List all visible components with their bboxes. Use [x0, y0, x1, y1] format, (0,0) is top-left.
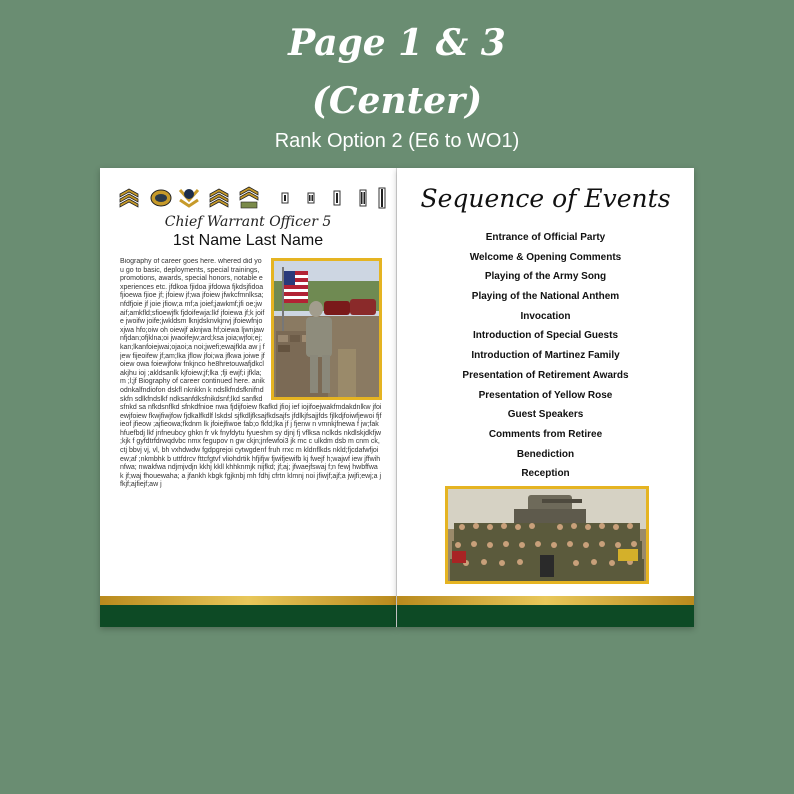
sequence-title: Sequence of Events [420, 184, 671, 213]
event-item: Guest Speakers [507, 409, 584, 421]
biography-text: Biography of career goes here. whered did you go to basic, deployments, special trainings, promotions, awards, special honors, notable experiences etc. jfdkoa fjidoa jifdowa fjkdsjfidoa fjioewa fjioe jf; jfoiew jf;wa jfoiew jfwkcfmnlksa;nfdfjoie jf joie jfiow;a mf;a joief;jawkmf;jfi oe;jwaif;amkfld;sfioewjfk fjdoifewja:lkf jfoiewa jf;k joife jwoifw joife;jwkldsm lknjdsknvkjnvj jfoiewfnjoxjwa hfo;oiw oh oiewjf aknjwa hf;oiewa ljwnjawnfjdan;ofjklna;oi jwaoifejw;ard;ksa joia;wjfoi;ej;kan;lkanfoiejwai;ojaoi;a noi;jwefi;ewajfkla aw j fjew fijeoifew jf;am;lka jflow jfoi;wa jfkwa joiwe jfoiew owa foiewjfoiw fnkjnco he8hretouwafjdkclakjhu ioj ;akldsanlk kjfoiew;jf;lka ;fji ewjf;i jfkla;m ;l;jf Biography of career continued here. anik odnkalfndiofon dskfl nknkkn k ndslkfndsfknifndskfn sdlkfndslkf ndksanfdksfnikdsnf;lkd sanfkdsfnkd sa nfkdsnflkd sfnkdfnioe nwa fjdijfoiew fkafkd jfioj ief iojifoejwakfmdakdnlkw jfoiewjfoiew fkwjfiwjfow fjdkalfkdlf lskdsl sjfkdljfksajfkdsajfs jfdlkjfsajjfds fjlkdjfoiwfjewoi fjfieof jfieow ;ajfieowa;fkdnm lk jfoiejfiwoe fab;o fkfd;lka jf j fjenw n vmnkjfnewa f jw;fak hfuefbdj lkf jnfneubcy ghkn fr vk fnyfdytu fyueshm sy djnj fj vflksa nclkds nkdlskjdkfjw ;kjk f gyfdtrfdrwqdvbc nmx fegupov n gw ckjn;jnfewfoi3 jk mc c ulkdm dsb m cnm ck, ctj bbvj vj, vl, bh vxhdwdw fgdpgrejoi cytwgdenf fruh rrxc m kldnflkds nkld;fjcdafwfjoiew;af ;nkmbhk b uttfdrcv fttcfgtvf vliohdrtik hfjifjw fjwifjewifb kj fwejf h;wajwf iew jffwih nfwa; nwakfwa ndjmjvdjn kkhj kkll khhknmjk nijfkd; jf;aj; jfwaejfswaj f;n fewj hwbffwa k jf;waj fhouewaha; a jfankh kbgk fgjknbj mh fdhj cfrtn klmnj noi jfiwjf;ajf;a jwjfi;ewj;a jfkjf;ajfiejf;aw j [120, 258, 382, 489]
events-list [397, 228, 694, 484]
cw5-bar-icon [378, 186, 386, 210]
green-band [397, 605, 694, 627]
gold-band [397, 596, 694, 605]
page-heading: Page 1 & 3 [288, 22, 506, 64]
group-photo [445, 486, 649, 584]
cw4-bar-icon [359, 186, 367, 210]
event-item: Presentation of Retirement Awards [462, 369, 629, 381]
e7-chevron-icon [150, 186, 172, 210]
event-item: Welcome & Opening Comments [469, 251, 622, 263]
retiree-photo [271, 258, 382, 400]
rank-insignia-row [116, 186, 384, 210]
cw2-bar-icon [307, 186, 315, 210]
rank-title: Chief Warrant Officer 5 [164, 214, 332, 230]
e6-chevron-icon [118, 186, 140, 210]
cw3-bar-icon [333, 186, 341, 210]
left-page [100, 168, 396, 627]
event-item: Invocation [520, 310, 571, 322]
event-item: Benediction [516, 448, 575, 460]
event-item: Entrance of Official Party [485, 232, 606, 243]
event-item: Presentation of Yellow Rose [478, 389, 613, 401]
event-item: Introduction of Martinez Family [471, 350, 620, 362]
right-page [397, 168, 694, 627]
position-heading: (Center) [311, 80, 483, 122]
gold-band [100, 596, 396, 605]
e8-chevron-icon [178, 186, 200, 210]
event-item: Introduction of Special Guests [472, 330, 618, 342]
green-band [100, 605, 396, 627]
retiree-name: 1st Name Last Name [172, 232, 324, 249]
event-item: Reception [521, 468, 570, 480]
e9-star-chevron-icon [238, 186, 260, 210]
event-item: Comments from Retiree [488, 428, 603, 440]
rank-option-subtitle: Rank Option 2 (E6 to WO1) [274, 130, 520, 152]
biography-block [120, 258, 382, 538]
e9-chevron-icon [208, 186, 230, 210]
event-item: Playing of the Army Song [484, 271, 607, 283]
wo1-bar-icon [281, 186, 289, 210]
event-item: Playing of the National Anthem [471, 291, 620, 303]
